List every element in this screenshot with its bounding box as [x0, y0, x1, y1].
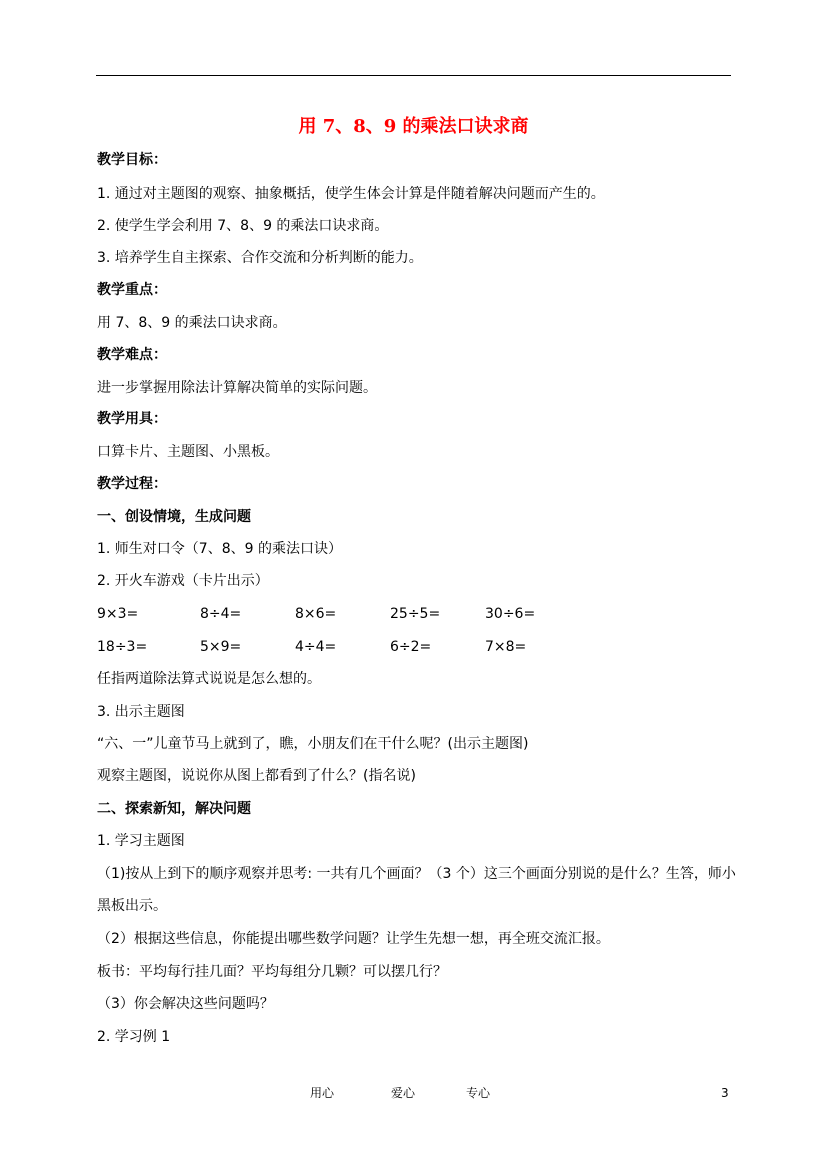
- difficulty-text: 进一步掌握用除法计算解决简单的实际问题。: [97, 380, 377, 396]
- card-row1-item4: 25÷5=: [390, 606, 441, 622]
- after-cards-text: 任指两道除法算式说说是怎么想的。: [97, 671, 321, 687]
- goals-heading: 教学目标：: [97, 152, 167, 168]
- footer-word-1: 用心: [310, 1086, 335, 1100]
- key-text: 用 7、8、9 的乘法口诀求商。: [97, 315, 287, 331]
- card-row1-item3: 8×6=: [295, 606, 337, 622]
- key-heading: 教学重点：: [97, 282, 167, 298]
- section1-paragraph-2: 观察主题图，说说你从图上都看到了什么？(指名说): [97, 768, 416, 784]
- card-row2-item1: 18÷3=: [97, 639, 148, 655]
- section1-step2: 2. 开火车游戏（卡片出示）: [97, 573, 269, 589]
- section1-step3: 3. 出示主题图: [97, 704, 185, 720]
- difficulty-heading: 教学难点：: [97, 347, 167, 363]
- card-row1-item5: 30÷6=: [485, 606, 536, 622]
- card-row2-item5: 7×8=: [485, 639, 527, 655]
- header-rule: [96, 75, 731, 76]
- card-row1-item2: 8÷4=: [200, 606, 242, 622]
- goal-item-1: 1. 通过对主题图的观察、抽象概括，使学生体会计算是伴随着解决问题而产生的。: [97, 186, 605, 202]
- section2-heading: 二、探索新知，解决问题: [97, 801, 251, 817]
- process-heading: 教学过程：: [97, 476, 167, 492]
- card-row1-item1: 9×3=: [97, 606, 139, 622]
- footer-word-2: 爱心: [391, 1086, 416, 1100]
- board-text: 板书：平均每行挂几面？平均每组分几颗？可以摆几行？: [97, 964, 447, 980]
- tools-heading: 教学用具：: [97, 411, 167, 427]
- section1-heading: 一、创设情境，生成问题: [97, 509, 251, 525]
- section1-paragraph-1: “六、一”儿童节马上就到了，瞧，小朋友们在干什么呢？(出示主题图): [97, 736, 529, 752]
- goal-item-3: 3. 培养学生自主探索、合作交流和分析判断的能力。: [97, 250, 423, 266]
- section2-question-1: （1)按从上到下的顺序观察并思考: 一共有几个画面？（3 个）这三个画面分别说的是什么？生答，师小黑板出示。: [97, 866, 736, 914]
- page-title: 用 7、8、9 的乘法口诀求商: [298, 116, 529, 137]
- card-row2-item2: 5×9=: [200, 639, 242, 655]
- card-row2-item4: 6÷2=: [390, 639, 432, 655]
- goal-item-2: 2. 使学生学会利用 7、8、9 的乘法口诀求商。: [97, 218, 389, 234]
- section2-question-2: （2）根据这些信息，你能提出哪些数学问题？让学生先想一想，再全班交流汇报。: [97, 931, 610, 947]
- page-number: 3: [721, 1086, 729, 1100]
- section2-step1: 1. 学习主题图: [97, 833, 185, 849]
- card-row2-item3: 4÷4=: [295, 639, 337, 655]
- footer-word-3: 专心: [466, 1086, 491, 1100]
- section2-step2: 2. 学习例 1: [97, 1029, 171, 1045]
- tools-text: 口算卡片、主题图、小黑板。: [97, 444, 279, 460]
- section1-step1: 1. 师生对口令（7、8、9 的乘法口诀）: [97, 541, 342, 557]
- section2-question-3: （3）你会解决这些问题吗？: [97, 996, 274, 1012]
